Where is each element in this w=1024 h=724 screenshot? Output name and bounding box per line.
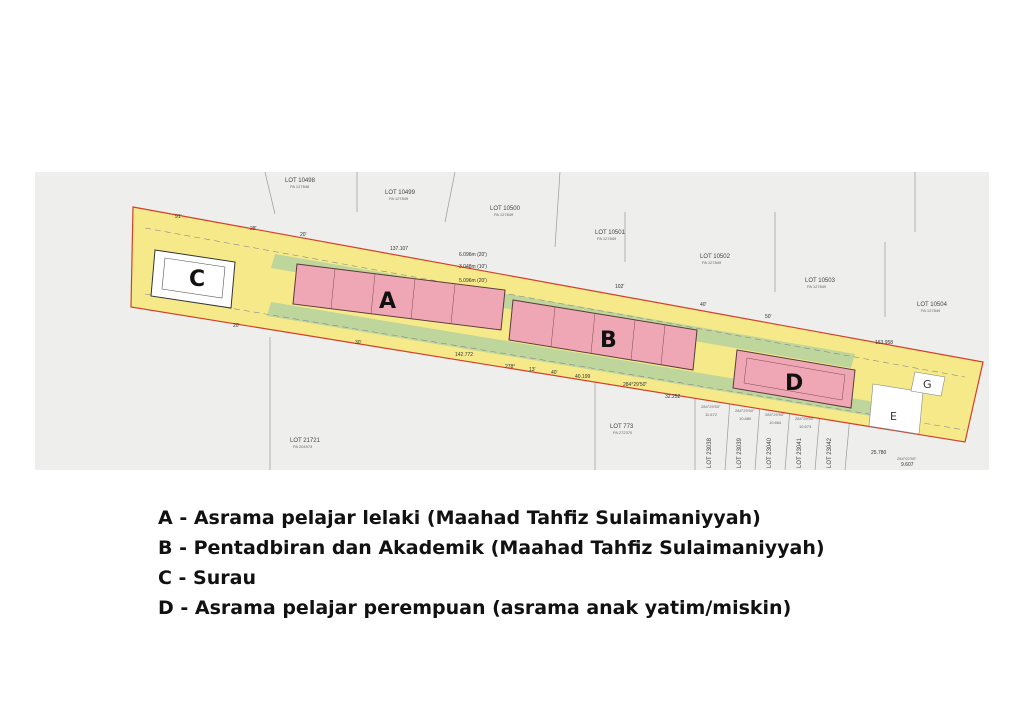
bearing-value: 11.672: [705, 412, 717, 417]
small-lot-label: LOT 23041: [797, 438, 803, 468]
dimension-label: 20': [300, 232, 307, 238]
dimension-label: 30': [355, 340, 362, 346]
dimension-label: 28': [250, 226, 257, 232]
area-label-g: G: [923, 378, 932, 391]
dimension-label: 137.107: [390, 246, 409, 252]
lot-pa: PA 127849: [702, 260, 722, 265]
dimension-label: 163.958: [875, 340, 894, 346]
bearing-label: 284°02'50": [897, 456, 917, 461]
dimension-label: 6.096m (20'): [459, 252, 487, 258]
lot-pa: PA 127848: [290, 184, 310, 189]
bearing-value: 10.673: [799, 424, 812, 429]
dimension-label: 9.607: [901, 462, 914, 468]
lot-label: LOT 773: [610, 424, 634, 430]
lot-label: LOT 10499: [385, 190, 415, 196]
bearing-label: 284°29'50": [765, 412, 785, 417]
small-lot-label: LOT 23039: [737, 438, 743, 468]
building-label-d: D: [785, 371, 804, 396]
lot-label: LOT 10500: [490, 206, 520, 212]
lot-pa: PA 127849: [597, 236, 617, 241]
dimension-label: 40': [700, 302, 707, 308]
dimension-label: 5.096m (20'): [459, 278, 487, 284]
bearing-value: 10.880: [739, 416, 752, 421]
dimension-label: 13': [529, 367, 536, 373]
dimension-label: 40.199: [575, 374, 591, 380]
dimension-label: 25.780: [871, 450, 887, 456]
legend-item-a: A - Asrama pelajar lelaki (Maahad Tahfiz Sulaimaniyyah): [158, 507, 761, 529]
dimension-label: 32.252: [665, 394, 681, 400]
lot-label: LOT 10504: [917, 302, 947, 308]
site-plan-drawing: [35, 172, 989, 470]
dimension-label: 102': [615, 284, 625, 290]
lot-label: LOT 10502: [700, 254, 730, 260]
lot-pa: PA 127849: [807, 284, 827, 289]
small-lot-label: LOT 23038: [707, 438, 713, 468]
legend-item-c: C - Surau: [158, 567, 256, 589]
bearing-label: 284°29'50": [795, 416, 815, 421]
legend-item-b: B - Pentadbiran dan Akademik (Maahad Tahfiz Sulaimaniyyah): [158, 537, 825, 559]
dimension-label: 40': [551, 370, 558, 376]
legend-item-d: D - Asrama pelajar perempuan (asrama anak yatim/miskin): [158, 597, 792, 619]
bearing-value: 10.664: [769, 420, 782, 425]
building-label-a: A: [379, 289, 397, 314]
small-lot-label: LOT 23042: [827, 438, 833, 468]
building-label-b: B: [600, 328, 617, 353]
lot-pa: PA 127849: [389, 196, 409, 201]
site-plan-map: [35, 172, 989, 470]
lot-label: LOT 21721: [290, 438, 320, 444]
lot-pa: PA 204973: [293, 444, 313, 449]
lot-label: LOT 10501: [595, 230, 625, 236]
dimension-label: 278°: [505, 364, 516, 370]
lot-pa: PA 127849: [494, 212, 514, 217]
dimension-label: 3.048m (10'): [459, 264, 487, 270]
dimension-label: 91': [175, 214, 182, 220]
dimension-label: 284°29'50": [623, 382, 648, 388]
lot-label: LOT 10498: [285, 178, 315, 184]
small-lot-label: LOT 23040: [767, 438, 773, 468]
lot-pa: PA 272370: [613, 430, 633, 435]
dimension-label: 50': [765, 314, 772, 320]
dimension-label: 142.772: [455, 352, 474, 358]
lot-pa: PA 127849: [921, 308, 941, 313]
bearing-label: 284°29'50": [701, 404, 721, 409]
building-label-c: C: [189, 267, 206, 292]
dimension-label: 20': [233, 323, 240, 329]
lot-label: LOT 10503: [805, 278, 835, 284]
area-label-e: E: [890, 410, 897, 423]
legend: [158, 503, 918, 623]
bearing-label: 284°29'50": [735, 408, 755, 413]
